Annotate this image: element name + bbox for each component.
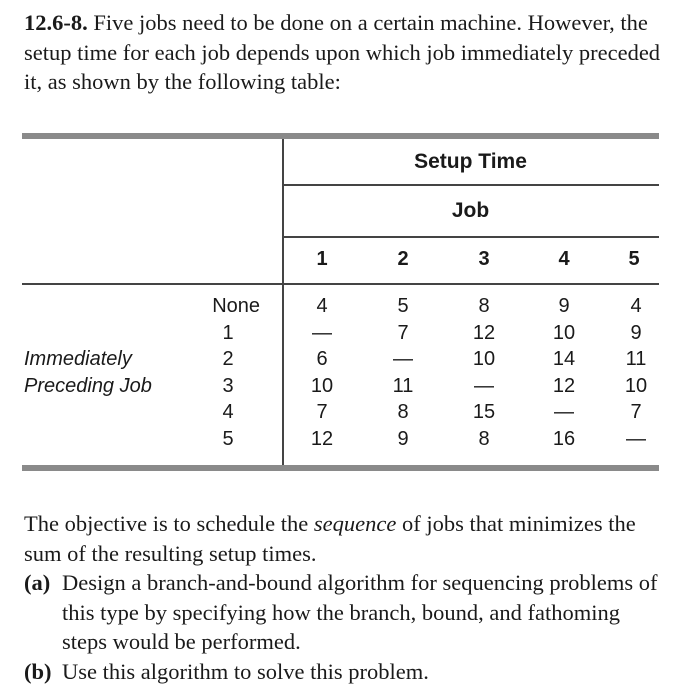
table-cell: 7	[630, 401, 642, 423]
table-cell: —	[312, 321, 332, 344]
row-labels	[190, 293, 266, 452]
col-header-3: 3	[478, 248, 490, 270]
job-1-column	[297, 293, 347, 452]
col-header-5: 5	[628, 248, 640, 270]
table-top-rule	[22, 133, 659, 139]
row-label: 1	[222, 321, 234, 344]
table-cell: 12	[472, 321, 496, 344]
row-label: 3	[222, 374, 234, 397]
row-label: 4	[222, 401, 234, 423]
objective-text: The objective is to schedule the	[24, 511, 314, 536]
table-cell: 4	[630, 295, 642, 317]
row-group-label-line1: Immediately	[24, 348, 132, 370]
objective-paragraph	[24, 509, 664, 568]
col-header-2: 2	[397, 248, 409, 270]
table-cell: 10	[552, 321, 576, 344]
table-cell: 7	[316, 401, 328, 423]
table-cell: 9	[558, 295, 570, 317]
table-cell: 4	[316, 295, 328, 317]
row-label: 5	[222, 427, 234, 450]
table-cell: 8	[397, 401, 409, 423]
table-cell: 10	[624, 374, 648, 397]
title-rule	[282, 184, 659, 186]
objective-emphasis: sequence	[313, 511, 397, 536]
table-cell: 10	[472, 348, 496, 370]
table-cell: —	[393, 348, 413, 370]
job-2-column	[378, 293, 428, 452]
part-b-tag: (b)	[24, 658, 52, 684]
col-header-4: 4	[558, 248, 570, 270]
part-a-tag: (a)	[24, 570, 51, 595]
table-cell: —	[474, 374, 494, 397]
table-cell: —	[554, 401, 574, 423]
row-group-label	[24, 346, 152, 399]
table-cell: —	[626, 427, 646, 450]
problem-body	[24, 509, 664, 686]
table-bottom-rule	[22, 465, 659, 471]
table-cell: 8	[478, 295, 490, 317]
table-cell: 9	[397, 427, 409, 450]
table-cell: 12	[552, 374, 576, 397]
table-cell: 7	[397, 321, 409, 344]
row-label: None	[212, 295, 260, 317]
part-b	[24, 657, 664, 687]
table-cell: 12	[310, 427, 334, 450]
part-a-text: Design a branch-and-bound algorithm for sequencing problems of this type by specifying how the branch, bound, and fathoming steps would be performed.	[62, 570, 658, 654]
table-cell: 6	[316, 348, 328, 370]
job-5-column	[611, 293, 661, 452]
table-title: Setup Time	[414, 150, 527, 173]
job-3-column	[459, 293, 509, 452]
table-cell: 11	[392, 374, 414, 397]
part-a	[24, 568, 664, 657]
row-group-label-line2: Preceding Job	[24, 374, 152, 397]
subtitle-rule	[282, 236, 659, 238]
part-b-text: Use this algorithm to solve this problem.	[62, 658, 429, 684]
table-cell: 9	[630, 321, 642, 344]
table-cell: 11	[625, 348, 647, 370]
table-cell: 14	[552, 348, 576, 370]
table-subtitle: Job	[451, 199, 490, 222]
table-cell: 5	[397, 295, 409, 317]
problem-statement	[24, 8, 664, 97]
row-label: 2	[222, 348, 234, 370]
header-rule	[22, 283, 659, 285]
table-cell: 16	[552, 427, 576, 450]
job-4-column	[539, 293, 589, 452]
table-divider	[282, 139, 284, 466]
objective-text-end: of jobs that minimizes the sum of the resulting setup times.	[24, 511, 636, 566]
table-cell: 10	[310, 374, 334, 397]
problem-number: 12.6-8.	[24, 10, 88, 35]
col-header-1: 1	[316, 248, 328, 270]
table-cell: 8	[478, 427, 490, 450]
problem-intro-text: Five jobs need to be done on a certain machine. However, the setup time for each job depends upon which job immediately preceded it, as shown by the following table:	[24, 10, 661, 94]
table-cell: 15	[472, 401, 496, 423]
